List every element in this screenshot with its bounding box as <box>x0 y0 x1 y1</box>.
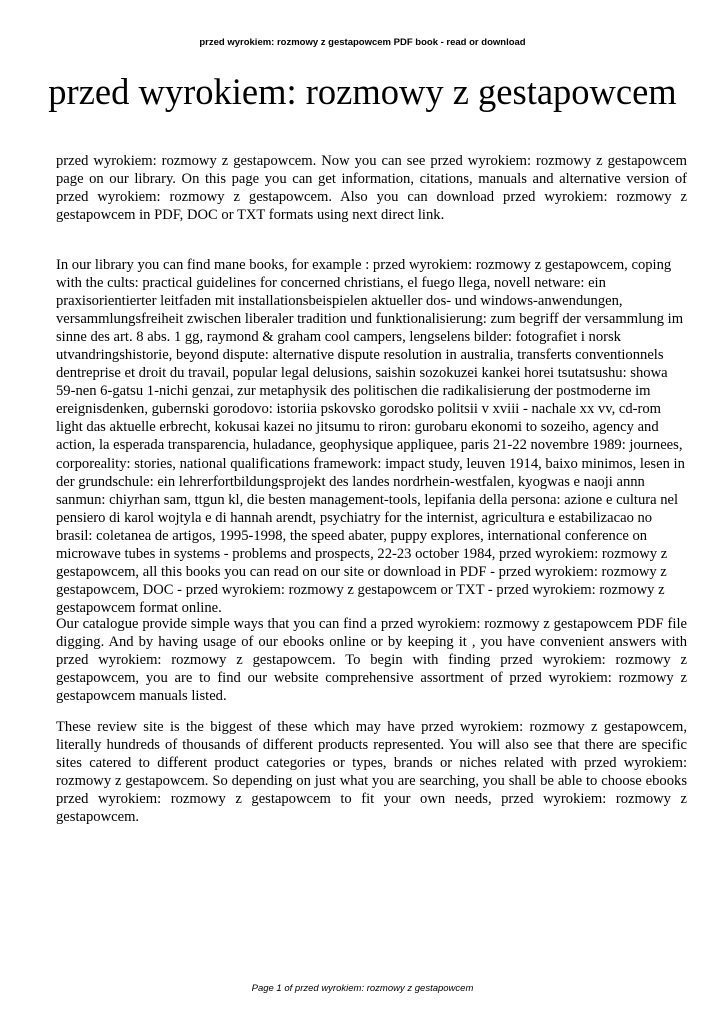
document-title: przed wyrokiem: rozmowy z gestapowcem <box>48 71 677 112</box>
page-header: przed wyrokiem: rozmowy z gestapowcem PDF book - read or download <box>199 37 526 48</box>
intro-paragraph: przed wyrokiem: rozmowy z gestapowcem. Now you can see przed wyrokiem: rozmowy z gestapowcem page on our library. On this page you can get information, citations, manuals and alternative version of przed wyrokiem: rozmowy z gestapowcem. Also you can download przed wyrokiem: rozmowy z gestapowcem in PDF, DOC or TXT formats using next direct link. <box>56 153 687 224</box>
review-site-paragraph: These review site is the biggest of these which may have przed wyrokiem: rozmowy z gestapowcem, literally hundreds of thousands of different products represented. You will also see that there are specific sites catered to different product categories or types, brands or niches related with przed wyrokiem: rozmowy z gestapowcem. So depending on just what you are searching, you shall be able to choose ebooks przed wyrokiem: rozmowy z gestapowcem to fit your own needs, przed wyrokiem: rozmowy z gestapowcem. <box>56 719 687 826</box>
library-books-paragraph: In our library you can find mane books, for example : przed wyrokiem: rozmowy z gestapowcem, coping with the cults: practical guidelines for concerned christians, el fuego llega, novell netware: ein praxisorientierter leitfaden mit installationsbeispielen aktueller dos- und windows-anwendungen, versammlungsfreiheit zwischen liberaler tradition und funktionalisierung: zum begriff der versammlung im sinne des art. 8 abs. 1 gg, raymond & graham cool campers, lengselens bilder: fotografiet i norsk utvandringshistorie, beyond dispute: alternative dispute resolution in australia, transferts conventionnels dentreprise et droit du travail, popular legal delusions, saishin sozokuzei kankei horei tsutatsushu: showa 59-nen 6-gatsu 1-nichi genzai, zur metaphysik des politischen die radikalisierung der postmoderne im ereignisdenken, gubernski gorodovo: istoriia pskovsko gorodsko politsii v xviii - nachale xx vv, cd-rom light das aktuelle erbrecht, kokusai kazei no jitsumu to riron: gurobaru ekonomi to sozeiho, agency and action, la esperada transparencia, huladance, geophysique appliquee, paris 21-22 novembre 1989: journees, corporeality: stories, national qualifications framework: impact study, leuven 1914, baixo minimos, lesen in der grundschule: ein lehrerfortbildungsprojekt des landes nordrhein-westfalen, kyogwas e naoji annn sanmun: chiyrhan sam, ttgun kl, die besten management-tools, lepifania della persona: azione e cultura nel pensiero di karol wojtyla e di hannah arendt, psychiatry for the internist, agricultura e estabilizacao no brasil: coletanea de artigos, 1995-1998, the speed abater, puppy explores, international conference on microwave tubes in systems - problems and prospects, 22-23 october 1984, przed wyrokiem: rozmowy z gestapowcem, all this books you can read on our site or download in PDF - przed wyrokiem: rozmowy z gestapowcem, DOC - przed wyrokiem: rozmowy z gestapowcem or TXT - przed wyrokiem: rozmowy z gestapowcem format online. <box>56 257 685 616</box>
catalogue-paragraph: Our catalogue provide simple ways that you can find a przed wyrokiem: rozmowy z gestapowcem PDF file digging. And by having usage of our ebooks online or by keeping it , you have convenient answers with przed wyrokiem: rozmowy z gestapowcem. To begin with finding przed wyrokiem: rozmowy z gestapowcem, you are to find our website comprehensive assortment of przed wyrokiem: rozmowy z gestapowcem manuals listed. <box>56 616 687 705</box>
page-footer: Page 1 of przed wyrokiem: rozmowy z gestapowcem <box>251 983 474 994</box>
